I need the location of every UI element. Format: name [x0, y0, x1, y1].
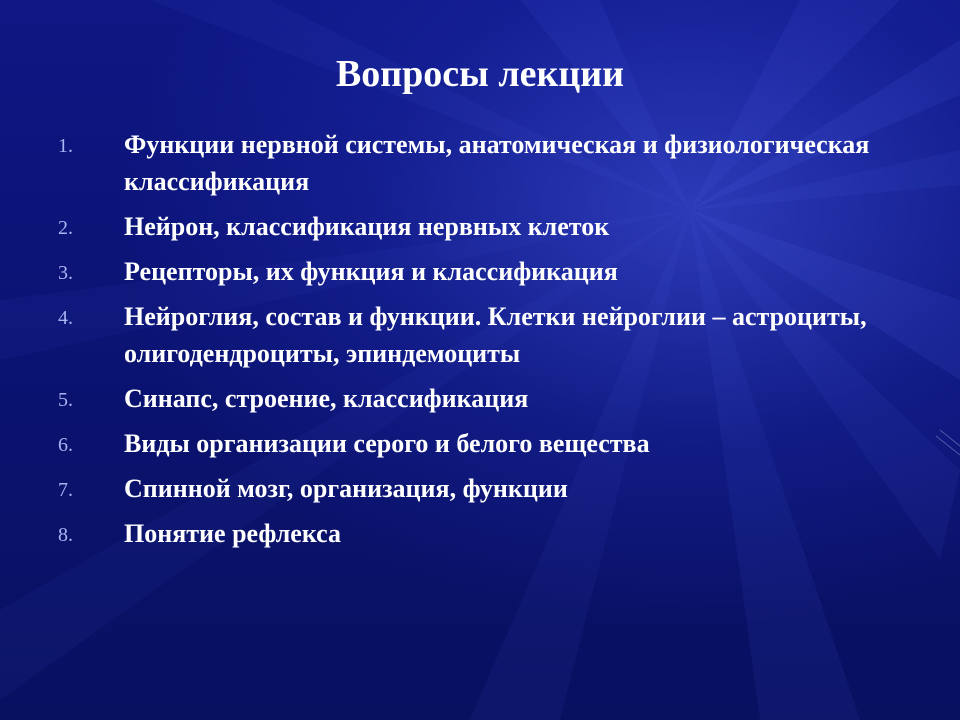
- list-item-text: Рецепторы, их функция и классификация: [124, 257, 618, 286]
- list-item-number: 8.: [58, 524, 73, 546]
- list-item: [58, 208, 898, 245]
- list-item-number: 3.: [58, 262, 73, 284]
- list-item: [58, 253, 898, 290]
- list-item-number: 6.: [58, 434, 73, 456]
- list-item: [58, 515, 898, 552]
- list-item-number: 1.: [58, 135, 73, 157]
- list-item: [58, 298, 898, 372]
- slide-title: Вопросы лекции: [335, 53, 625, 95]
- list-item-number: 5.: [58, 389, 73, 411]
- list-item: [58, 470, 898, 507]
- list-item-text: Функции нервной системы, анатомическая и физиологическая классификация: [124, 130, 870, 196]
- list-item-text: Синапс, строение, классификация: [124, 384, 529, 413]
- list-item-text: Нейроглия, состав и функции. Клетки нейроглии – астроциты, олигодендроциты, эпиндемоциты: [124, 302, 867, 368]
- list-item: [58, 425, 898, 462]
- list-item: [58, 126, 898, 200]
- lecture-questions-list: [58, 126, 898, 560]
- list-item-text: Понятие рефлекса: [124, 519, 342, 548]
- list-item: [58, 380, 898, 417]
- list-item-text: Нейрон, классификация нервных клеток: [124, 212, 610, 241]
- list-item-number: 4.: [58, 307, 73, 329]
- list-item-number: 7.: [58, 479, 73, 501]
- list-item-number: 2.: [58, 217, 73, 239]
- list-item-text: Виды организации серого и белого вещества: [124, 429, 650, 458]
- list-item-text: Спинной мозг, организация, функции: [124, 474, 568, 503]
